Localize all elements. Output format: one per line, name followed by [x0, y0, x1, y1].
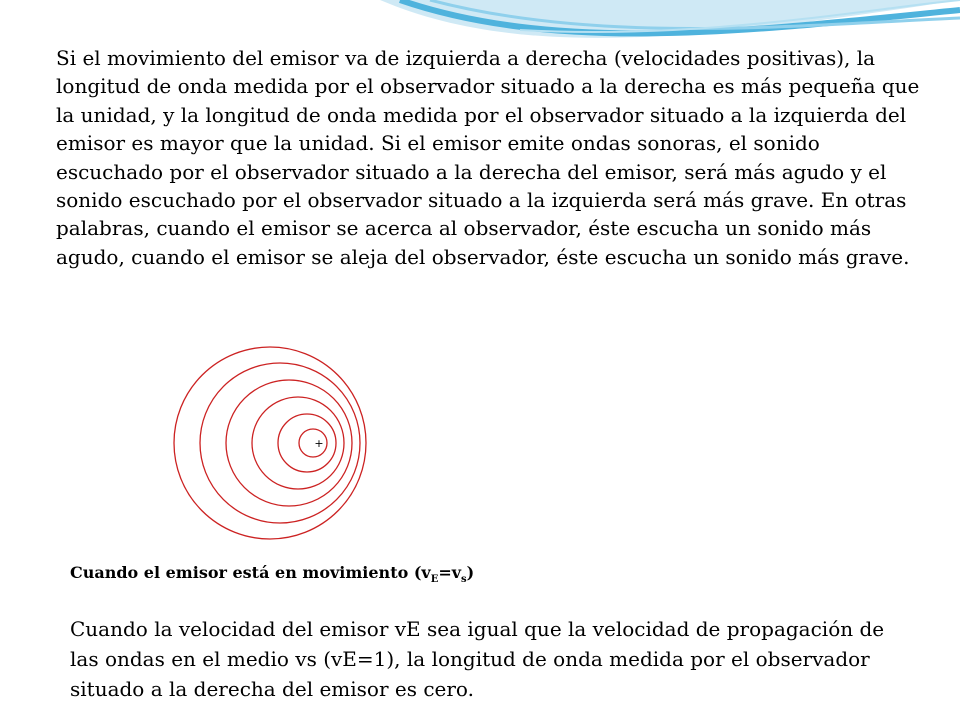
subscript-e: E [430, 574, 439, 586]
section-title-suffix: ) [466, 563, 475, 582]
subscript-s: s [461, 574, 467, 586]
section-title-prefix: Cuando el emisor está en movimiento (v [70, 563, 431, 582]
wavefront-diagram [165, 338, 375, 548]
wavefront-circle [174, 347, 366, 539]
wavefront-circle [226, 380, 352, 506]
emitter-marker: + [314, 437, 324, 450]
paragraph-equal-velocity: Cuando la velocidad del emisor vE sea igual que la velocidad de propagación de las ondas en el medio vs (vE=1), la longitud de onda medida por el observador situado a la derecha del emisor es cero. [70, 617, 885, 701]
paragraph-doppler-explanation: Si el movimiento del emisor va de izquierda a derecha (velocidades positivas), la longitud de onda medida por el observador situado a la derecha es más pequeña que la unidad, y la longitud de onda medida por el observador situado a la izquierda del emisor es mayor que la unidad. Si el emisor emite ondas sonoras, el sonido escuchado por el observador situado a la derecha del emisor, será más agudo y el sonido escuchado por el observador situado a la izquierda será más grave. En otras palabras, cuando el emisor se acerca al observador, éste escucha un sonido más agudo, cuando el emisor se aleja del observador, éste escucha un sonido más grave. [56, 46, 920, 269]
section-title [70, 563, 474, 585]
wavefront-circle [252, 397, 344, 489]
section-title-mid: =v [438, 563, 462, 582]
wavefront-figure [165, 338, 375, 548]
